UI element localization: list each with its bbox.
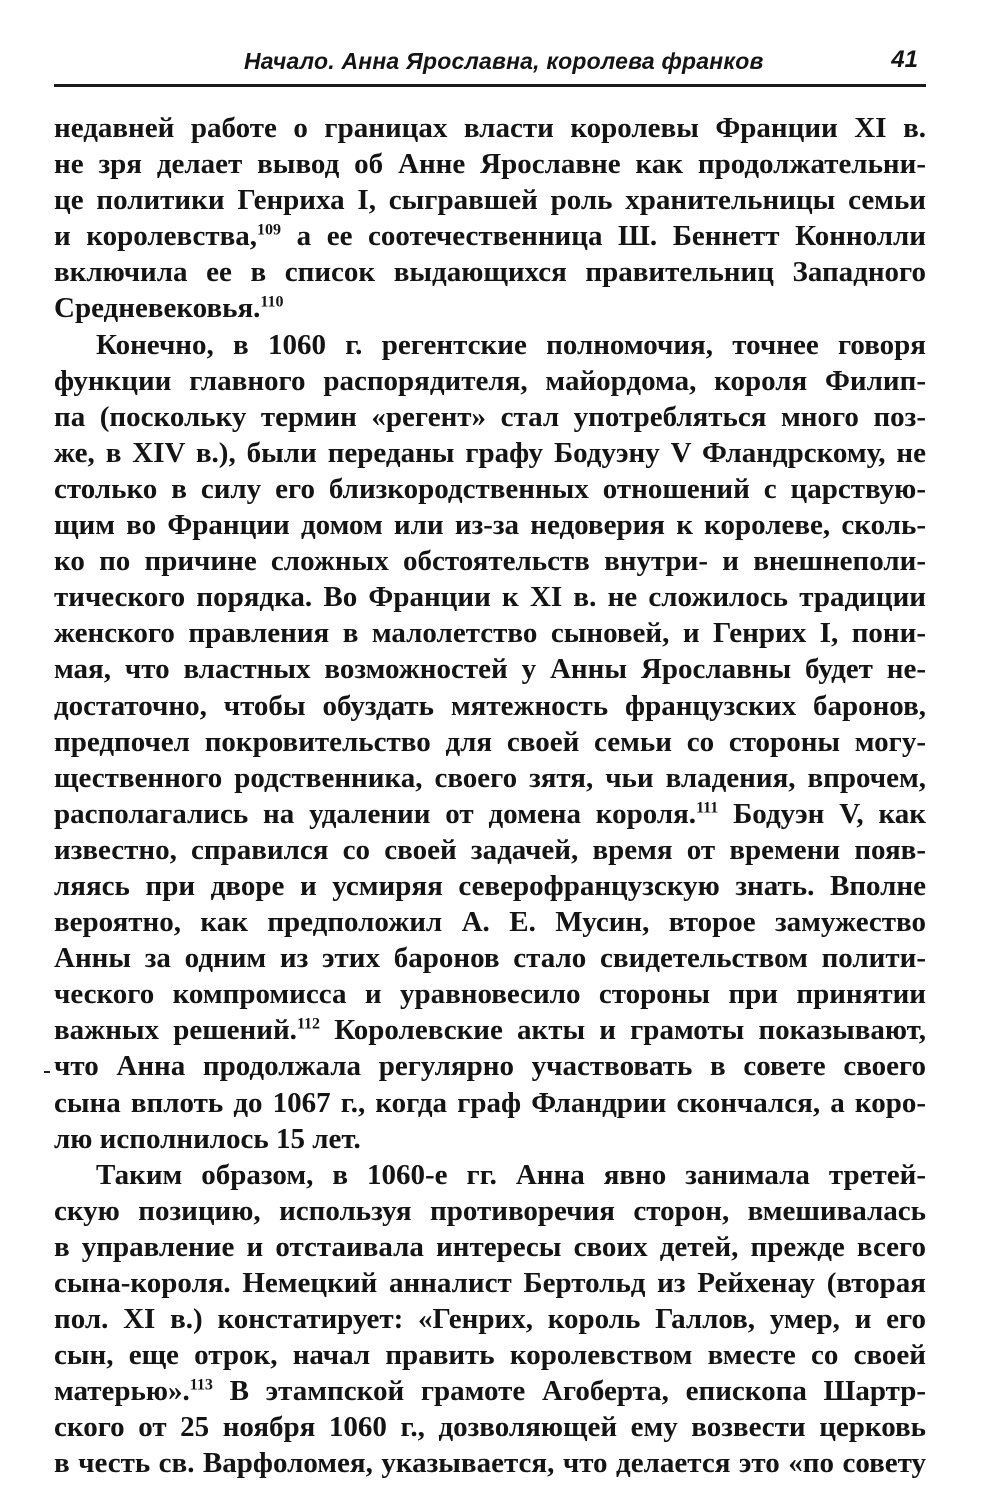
footnote-ref-112: 112: [296, 1015, 321, 1033]
text-line: предпочел покровительство для своей семьи со стороны могу-: [54, 725, 926, 758]
text-line: не зря делает вывод об Анне Ярославне как продолжательни-: [54, 148, 926, 181]
text-line: ляясь при дворе и усмиряя северофранцузскую знать. Вполне: [54, 869, 926, 902]
text-line: достаточно, чтобы обуздать мятежность французских баронов,: [54, 689, 926, 722]
running-title: Начало. Анна Ярославна, королева франков: [244, 48, 764, 74]
text-fragment: Средневековья.: [54, 292, 261, 325]
text-line: [54, 796, 926, 832]
text-line: щим во Франции домом или из-за недоверия к королеве, сколь-: [54, 509, 926, 542]
text-line: сына вплоть до 1067 г., когда граф Фландрии скончался, а коро-: [54, 1086, 926, 1119]
text-line: функции главного распорядителя, майордома, короля Филип-: [54, 364, 926, 397]
text-line: це политики Генриха I, сыгравшей роль хранительницы семьи: [54, 184, 926, 217]
text-fragment: Королевские акты и грамоты показывают,: [320, 1014, 926, 1047]
print-speck: [44, 1071, 50, 1073]
text-line: известно, справился со своей задачей, время от времени появ-: [54, 833, 926, 866]
text-line: же, в XIV в.), были переданы графу Бодуэну V Фландрскому, не: [54, 436, 926, 469]
text-fragment: матерью».: [54, 1375, 190, 1408]
text-fragment: В этампской грамоте Агоберта, епископа Шартр-: [212, 1375, 926, 1408]
paragraph-2: [54, 327, 926, 1157]
footnote-ref-113: 113: [189, 1376, 213, 1394]
text-line: ческого компромисса и уравновесило стороны при принятии: [54, 978, 926, 1011]
paragraph-3: [54, 1157, 926, 1482]
page-number: 41: [891, 46, 918, 73]
paragraph-1: [54, 110, 926, 327]
text-line: щественного родственника, своего зятя, чьи владения, впрочем,: [54, 761, 926, 794]
text-line: недавней работе о границах власти королевы Франции XI в.: [54, 112, 926, 144]
page-header: [54, 44, 926, 87]
text-fragment: располагались на удалении от домена короля.: [54, 797, 697, 830]
text-line: сын, еще отрок, начал править королевством вместе со своей: [54, 1339, 926, 1372]
footnote-ref-109: 109: [257, 221, 282, 239]
text-line: па (поскольку термин «регент» стал употребляться много поз-: [54, 400, 926, 433]
text-line: ского от 25 ноября 1060 г., дозволяющей ему возвести церковь: [54, 1411, 926, 1444]
text-line: пол. XI в.) констатирует: «Генрих, король Галлов, умер, и его: [54, 1303, 926, 1336]
text-line: [54, 1012, 926, 1048]
text-line: Анны за одним из этих баронов стало свидетельством полити-: [54, 942, 926, 975]
text-fragment: и королевства,: [54, 220, 258, 253]
text-line: Конечно, в 1060 г. регентские полномочия, точнее говоря: [96, 328, 926, 361]
text-line: [54, 1373, 926, 1409]
text-line: мая, что властных возможностей у Анны Ярославны будет не-: [54, 653, 926, 686]
text-line: скую позицию, используя противоречия сторон, вмешивалась: [54, 1194, 926, 1227]
text-fragment: важных решений.: [54, 1014, 297, 1047]
text-fragment: а ее соотечественница Ш. Беннетт Коннолли: [281, 220, 926, 253]
text-line: в управление и отстаивала интересы своих детей, прежде всего: [54, 1230, 926, 1263]
text-line: Таким образом, в 1060-е гг. Анна явно занимала третей-: [96, 1158, 926, 1191]
text-line: сына-короля. Немецкий анналист Бертольд из Рейхенау (вторая: [54, 1267, 926, 1299]
text-line: женского правления в малолетство сыновей, и Генрих I, пони-: [54, 617, 926, 650]
text-line: в честь св. Варфоломея, указывается, что делается это «по совету: [54, 1447, 926, 1480]
text-line: лю исполнилось 15 лет.: [54, 1122, 361, 1155]
body-text: [54, 110, 926, 1482]
text-line: столько в силу его близкородственных отношений с царствую-: [54, 472, 926, 505]
text-line: ко по причине сложных обстоятельств внутри- и внешнеполи-: [54, 545, 926, 578]
text-fragment: Бодуэн V, как: [718, 797, 926, 830]
footnote-ref-111: 111: [696, 799, 719, 817]
text-line: вероятно, как предположил А. Е. Мусин, второе замужество: [54, 906, 926, 939]
text-line: что Анна продолжала регулярно участвовать в совете своего: [54, 1050, 926, 1083]
footnote-ref-110: 110: [260, 293, 284, 311]
text-line: тического порядка. Во Франции к XI в. не сложилось традиции: [54, 581, 926, 614]
text-line: включила ее в список выдающихся правительниц Западного: [54, 256, 926, 289]
text-line: [54, 218, 926, 254]
text-line: [54, 290, 926, 326]
